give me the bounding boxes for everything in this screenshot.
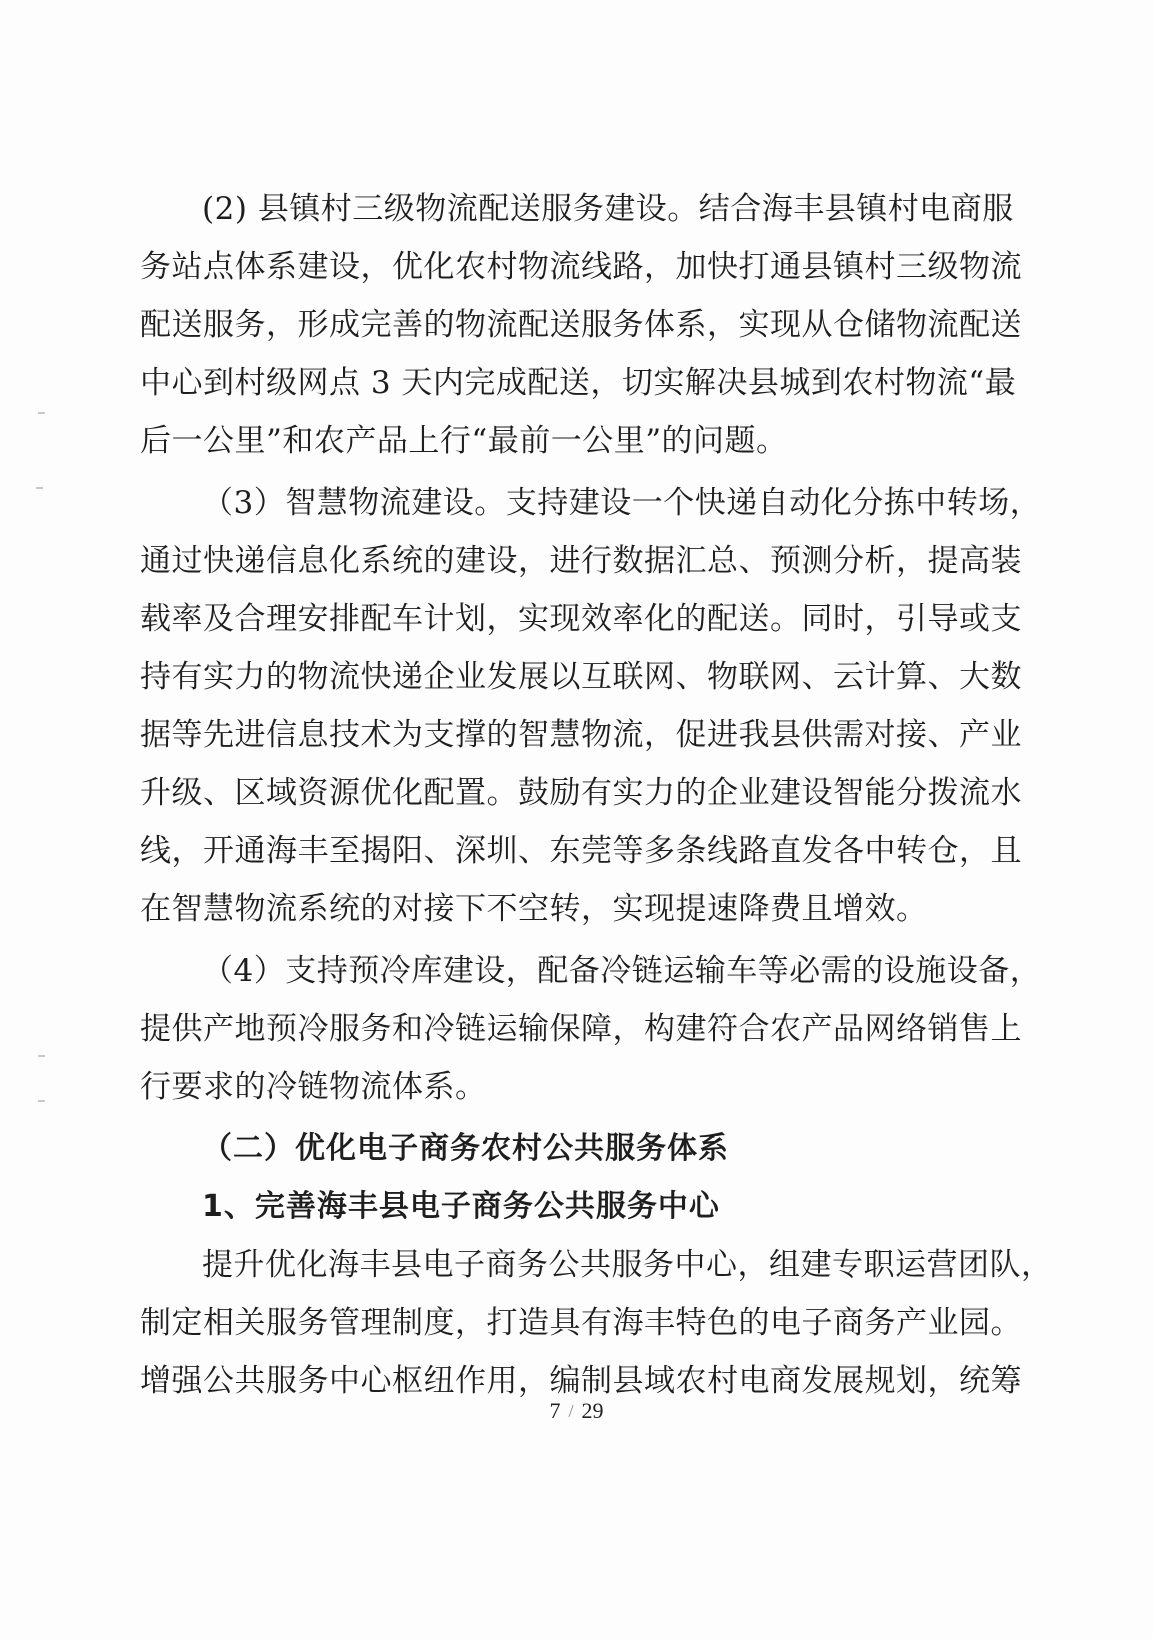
text-line: (2) 县镇村三级物流配送服务建设。结合海丰县镇村电商服	[202, 191, 1014, 227]
text-line: 载率及合理安排配车计划，实现效率化的配送。同时，引导或支	[140, 601, 1022, 637]
total-page-count: 29	[581, 1398, 604, 1423]
paragraph-logistics-delivery	[140, 180, 1022, 470]
page-number	[0, 1398, 1153, 1424]
text-line: 通过快递信息化系统的建设，进行数据汇总、预测分析，提高装	[140, 543, 1022, 579]
document-body	[140, 180, 1053, 1410]
text-line: 提供产地预冷服务和冷链运输保障，构建符合农产品网络销售上	[140, 1011, 1022, 1047]
text-line: 制定相关服务管理制度，打造具有海丰特色的电子商务产业园。	[140, 1305, 1022, 1341]
text-line: 据等先进信息技术为支撑的智慧物流，促进我县供需对接、产业	[140, 717, 1022, 753]
subsection-heading: 1、完善海丰县电子商务公共服务中心	[202, 1189, 720, 1224]
text-line: 增强公共服务中心枢纽作用，编制县域农村电商发展规划，统筹	[140, 1363, 1022, 1399]
text-line: 务站点体系建设，优化农村物流线路，加快打通县镇村三级物流	[140, 249, 1022, 285]
current-page-number: 7	[549, 1398, 561, 1423]
section-heading: （二）优化电子商务农村公共服务体系	[202, 1131, 729, 1166]
scan-mark	[38, 1100, 45, 1102]
paragraph-cold-storage	[140, 942, 1042, 1116]
text-line: （4）支持预冷库建设，配备冷链运输车等必需的设施设备，	[202, 953, 1042, 989]
text-line: 提升优化海丰县电子商务公共服务中心，组建专职运营团队，	[202, 1247, 1053, 1283]
text-line: 行要求的冷链物流体系。	[140, 1069, 487, 1105]
paragraph-smart-logistics	[140, 474, 1042, 938]
text-line: 持有实力的物流快递企业发展以互联网、物联网、云计算、大数	[140, 659, 1022, 695]
paragraph-public-service-center	[140, 1236, 1053, 1410]
text-line: 线，开通海丰至揭阳、深圳、东莞等多条线路直发各中转仓，且	[140, 833, 1022, 869]
scan-mark	[38, 412, 45, 414]
text-line: 升级、区域资源优化配置。鼓励有实力的企业建设智能分拨流水	[140, 775, 1022, 811]
text-line: 在智慧物流系统的对接下不空转，实现提速降费且增效。	[140, 891, 928, 927]
text-line: 后一公里”和农产品上行“最前一公里”的问题。	[140, 423, 788, 459]
text-line: 中心到村级网点 3 天内完成配送，切实解决县城到农村物流“最	[140, 365, 1017, 401]
text-line: 配送服务，形成完善的物流配送服务体系，实现从仓储物流配送	[140, 307, 1022, 343]
page-separator: /	[568, 1401, 574, 1421]
text-line: （3）智慧物流建设。支持建设一个快递自动化分拣中转场，	[202, 485, 1042, 521]
scan-mark	[38, 1055, 45, 1057]
scan-mark	[36, 487, 43, 489]
